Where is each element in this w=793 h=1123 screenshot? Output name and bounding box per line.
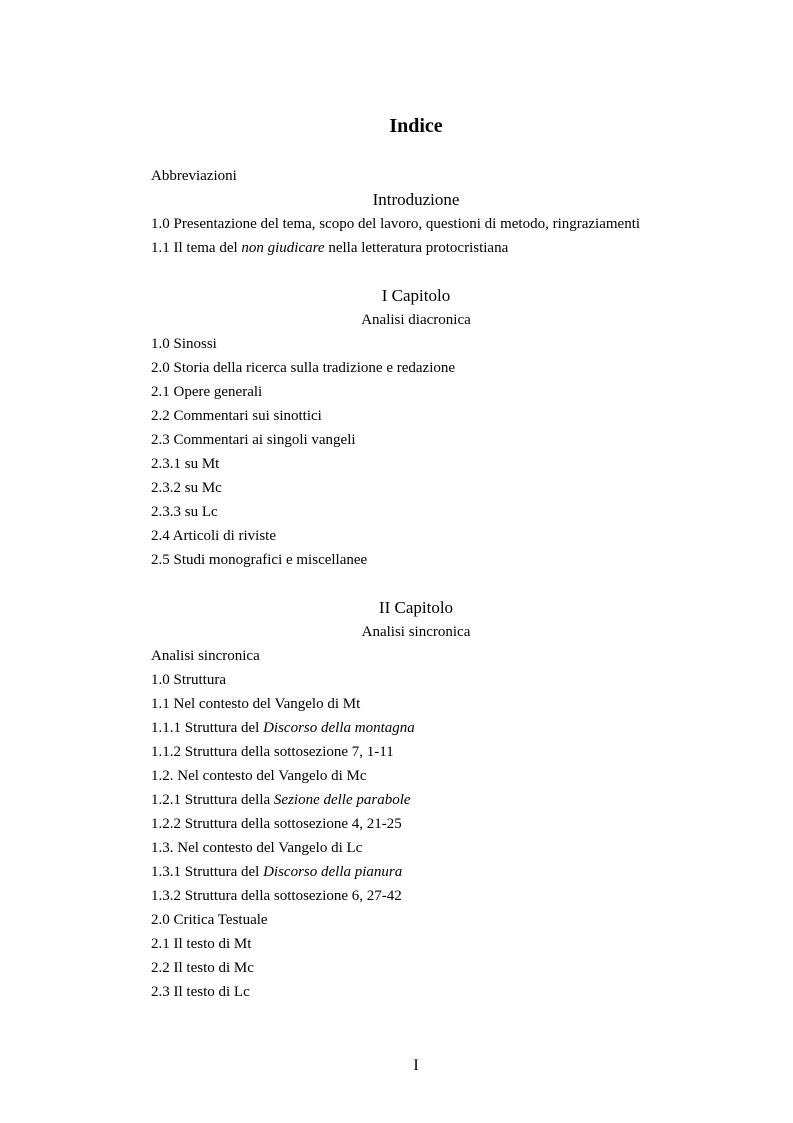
page-number: I xyxy=(413,1057,419,1074)
toc-entry: 1.2.2 Struttura della sottosezione 4, 21-25 xyxy=(151,816,402,832)
toc-entry xyxy=(151,718,415,738)
toc-entry: 1.1 Nel contesto del Vangelo di Mt xyxy=(151,696,361,712)
chapter-heading-1: I Capitolo xyxy=(381,286,451,305)
section-heading-introduzione: Introduzione xyxy=(372,190,460,209)
toc-entry: 2.3.3 su Lc xyxy=(151,504,218,520)
toc-entry-italic: Discorso della montagna xyxy=(263,720,415,736)
toc-entry: 2.3.2 su Mc xyxy=(151,480,222,496)
toc-entry: 2.1 Opere generali xyxy=(151,384,263,400)
toc-entry: 2.2 Il testo di Mc xyxy=(151,960,254,976)
toc-entry: 1.2. Nel contesto del Vangelo di Mc xyxy=(151,768,367,784)
toc-entry-italic: non giudicare xyxy=(241,240,325,256)
toc-entry xyxy=(151,238,508,258)
toc-entry: 1.1.2 Struttura della sottosezione 7, 1-11 xyxy=(151,744,394,760)
toc-entry: 2.3 Commentari ai singoli vangeli xyxy=(151,432,356,448)
toc-entry: 2.0 Storia della ricerca sulla tradizione e redazione xyxy=(151,360,456,376)
toc-entry-text: 1.2.1 Struttura della xyxy=(151,792,274,808)
toc-entry: Analisi sincronica xyxy=(151,648,260,664)
toc-entry: 1.0 Struttura xyxy=(151,672,226,688)
toc-entry: 2.5 Studi monografici e miscellanee xyxy=(151,552,368,568)
toc-entry: 2.3.1 su Mt xyxy=(151,456,220,472)
toc-entry xyxy=(151,790,411,810)
toc-entry: 2.0 Critica Testuale xyxy=(151,912,268,928)
toc-entry xyxy=(151,862,402,882)
chapter-subheading-2: Analisi sincronica xyxy=(361,624,471,640)
toc-entry-abbreviazioni: Abbreviazioni xyxy=(151,168,237,184)
toc-entry: 1.3.2 Struttura della sottosezione 6, 27-42 xyxy=(151,888,402,904)
chapter-heading-2: II Capitolo xyxy=(378,598,454,617)
toc-entry-text: 1.3.1 Struttura del xyxy=(151,864,264,880)
toc-entry: 2.2 Commentari sui sinottici xyxy=(151,408,322,424)
toc-entry: 2.1 Il testo di Mt xyxy=(151,936,252,952)
toc-entry-text: 1.1 Il tema del xyxy=(151,240,242,256)
toc-entry: 1.3. Nel contesto del Vangelo di Lc xyxy=(151,840,363,856)
toc-entry-text: nella letteratura protocristiana xyxy=(324,240,509,256)
chapter-subheading-1: Analisi diacronica xyxy=(361,312,471,328)
page-title: Indice xyxy=(389,115,443,137)
toc-entry: 1.0 Presentazione del tema, scopo del lavoro, questioni di metodo, ringraziamenti xyxy=(151,216,641,232)
toc-entry-italic: Discorso della pianura xyxy=(263,864,403,880)
toc-entry: 2.4 Articoli di riviste xyxy=(151,528,276,544)
toc-entry-italic: Sezione delle parabole xyxy=(273,792,411,808)
toc-entry: 1.0 Sinossi xyxy=(151,336,217,352)
toc-entry-text: 1.1.1 Struttura del xyxy=(151,720,264,736)
toc-entry: 2.3 Il testo di Lc xyxy=(151,984,250,1000)
